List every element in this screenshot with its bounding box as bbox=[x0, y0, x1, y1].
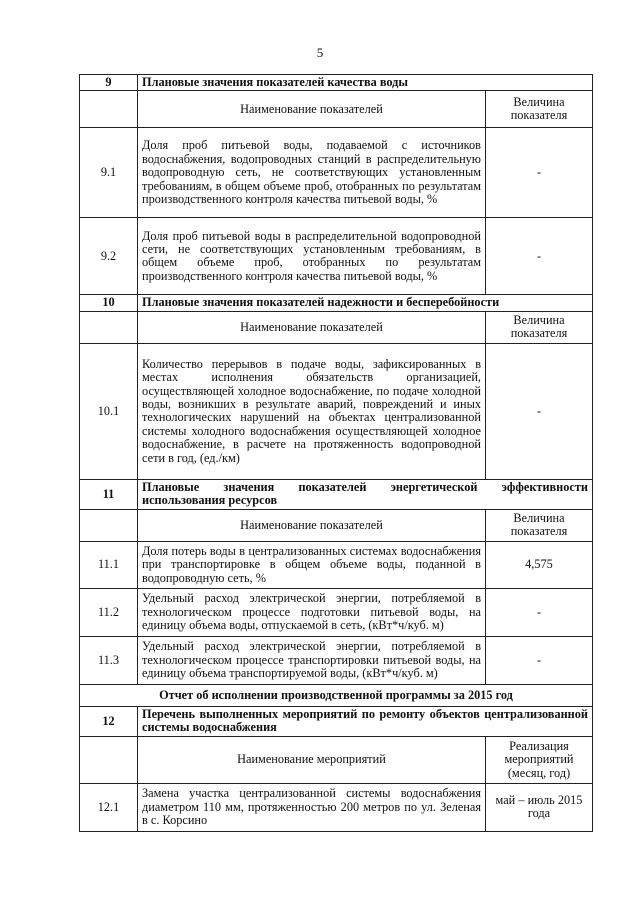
table-row bbox=[80, 588, 593, 636]
section-title: Плановые значения показателей энергетической эффективности использования ресурсов bbox=[138, 479, 593, 509]
empty-cell bbox=[80, 736, 138, 783]
column-header-value: Величина показателя bbox=[486, 311, 593, 343]
section-10-title-row bbox=[80, 295, 593, 311]
page-number: 5 bbox=[316, 45, 324, 60]
row-value: - bbox=[486, 588, 593, 636]
row-text: Доля проб питьевой воды, подаваемой с источников водоснабжения, водопроводных станций в распределительную водопроводную сеть, не соответствующих установленным требованиям, в общем объеме проб, отобранных по результатам производственного контроля качества питьевой воды, % bbox=[138, 128, 486, 218]
empty-cell bbox=[80, 311, 138, 343]
row-value: - bbox=[486, 636, 593, 684]
row-text: Замена участка централизованной системы водоснабжения диаметром 110 мм, протяженностью 200 метров по ул. Зеленая в с. Корсино bbox=[138, 783, 486, 831]
table-row bbox=[80, 541, 593, 588]
section-title: Плановые значения показателей надежности и бесперебойности bbox=[138, 295, 593, 311]
section-9-header-row bbox=[80, 91, 593, 128]
row-number: 10.1 bbox=[80, 343, 138, 479]
section-9-title-row bbox=[80, 75, 593, 91]
column-header-value: Величина показателя bbox=[486, 509, 593, 541]
report-title: Отчет об исполнении производственной программы за 2015 год bbox=[80, 684, 593, 706]
section-number: 10 bbox=[80, 295, 138, 311]
section-12-header-row bbox=[80, 736, 593, 783]
row-number: 11.2 bbox=[80, 588, 138, 636]
section-number: 9 bbox=[80, 75, 138, 91]
table-row bbox=[80, 783, 593, 831]
row-number: 11.3 bbox=[80, 636, 138, 684]
section-title: Перечень выполненных мероприятий по ремонту объектов централизованной системы водоснабжения bbox=[138, 706, 593, 736]
row-text: Количество перерывов в подаче воды, зафиксированных в местах исполнения обязательств организацией, осуществляющей холодное водоснабжение, по подаче холодной воды, возникших в результате аварий, повреждений и иных технологических нарушений на объектах централизованной системы холодного водоснабжения осуществляющей холодное водоснабжение, в расчете на протяженность водопроводной сети в год, (ед./км) bbox=[138, 343, 486, 479]
column-header-value: Величина показателя bbox=[486, 91, 593, 128]
table-row bbox=[80, 128, 593, 218]
column-header-name: Наименование показателей bbox=[138, 91, 486, 128]
row-text: Доля потерь воды в централизованных системах водоснабжения при транспортировке в общем объеме воды, поданной в водопроводную сеть, % bbox=[138, 541, 486, 588]
indicators-table bbox=[79, 74, 593, 832]
row-value: - bbox=[486, 218, 593, 295]
section-11-header-row bbox=[80, 509, 593, 541]
table-row bbox=[80, 218, 593, 295]
section-title: Плановые значения показателей качества воды bbox=[138, 75, 593, 91]
section-11-title-row bbox=[80, 479, 593, 509]
row-text: Удельный расход электрической энергии, потребляемой в технологическом процессе транспортировки питьевой воды, на единицу объема транспортируемой воды, (кВт*ч/куб. м) bbox=[138, 636, 486, 684]
column-header-name: Наименование показателей bbox=[138, 311, 486, 343]
row-number: 12.1 bbox=[80, 783, 138, 831]
section-number: 11 bbox=[80, 479, 138, 509]
report-title-row bbox=[80, 684, 593, 706]
column-header-value: Реализация мероприятий (месяц, год) bbox=[486, 736, 593, 783]
row-text: Удельный расход электрической энергии, потребляемой в технологическом процессе подготовки питьевой воды, на единицу объема воды, отпускаемой в сеть, (кВт*ч/куб. м) bbox=[138, 588, 486, 636]
column-header-name: Наименование показателей bbox=[138, 509, 486, 541]
row-text: Доля проб питьевой воды в распределительной водопроводной сети, не соответствующих установленным требованиям, в общем объеме проб, отобранных по результатам производственного контроля качества питьевой воды, % bbox=[138, 218, 486, 295]
section-number: 12 bbox=[80, 706, 138, 736]
row-value: - bbox=[486, 343, 593, 479]
section-12-title-row bbox=[80, 706, 593, 736]
row-number: 11.1 bbox=[80, 541, 138, 588]
row-value: май – июль 2015 года bbox=[486, 783, 593, 831]
empty-cell bbox=[80, 91, 138, 128]
table-row bbox=[80, 343, 593, 479]
empty-cell bbox=[80, 509, 138, 541]
row-value: 4,575 bbox=[486, 541, 593, 588]
row-number: 9.1 bbox=[80, 128, 138, 218]
column-header-name: Наименование мероприятий bbox=[138, 736, 486, 783]
row-value: - bbox=[486, 128, 593, 218]
table-row bbox=[80, 636, 593, 684]
section-10-header-row bbox=[80, 311, 593, 343]
row-number: 9.2 bbox=[80, 218, 138, 295]
